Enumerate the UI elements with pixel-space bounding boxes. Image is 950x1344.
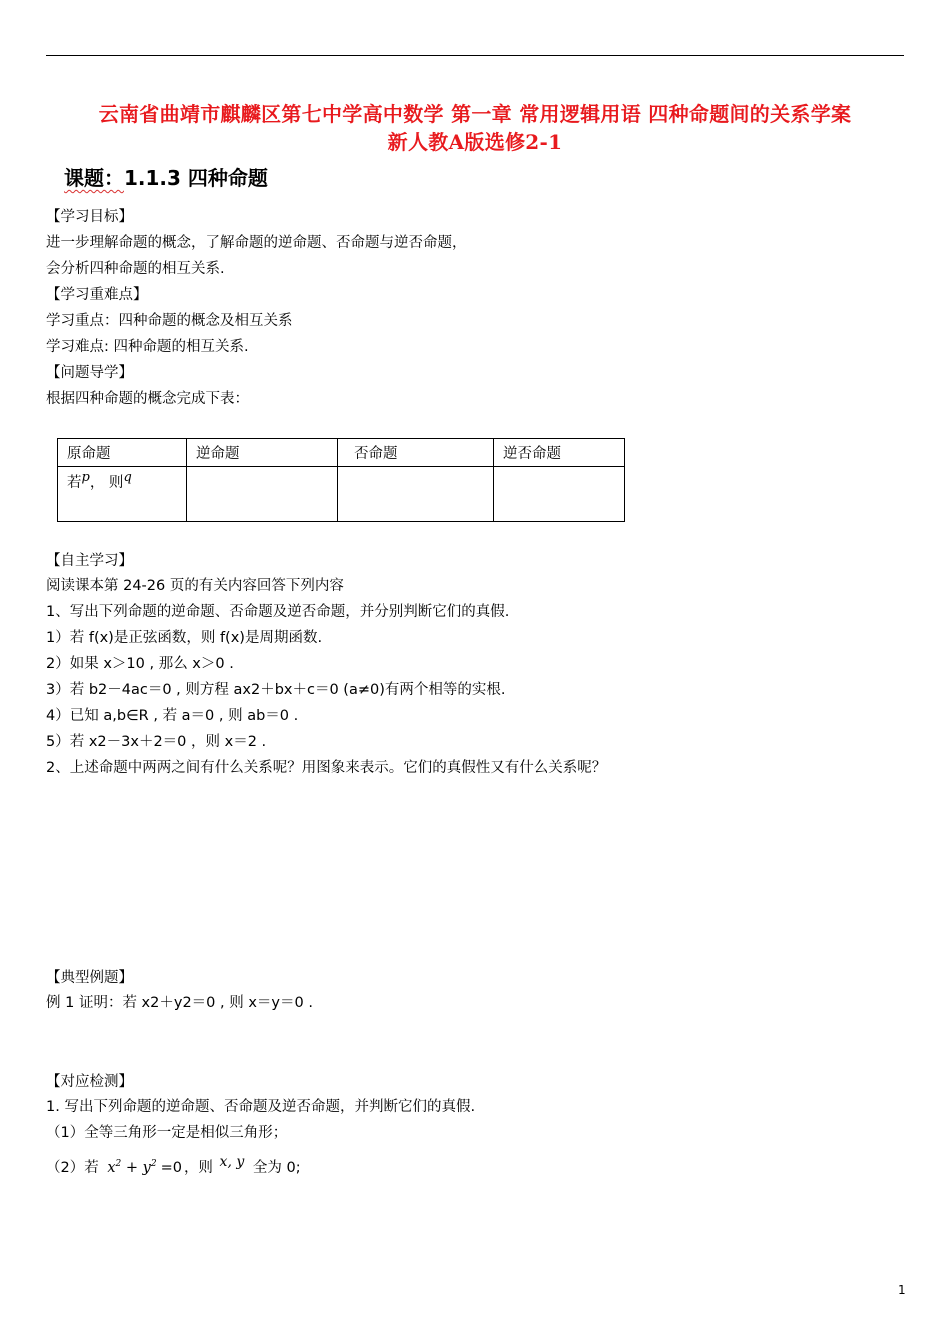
- document-title-line2: 新人教A版选修2-1: [387, 130, 563, 154]
- goals-line1: 进一步理解命题的概念，了解命题的逆命题、否命题与逆否命题，: [46, 235, 467, 251]
- table-header-original: 原命题: [58, 439, 187, 467]
- lesson-title: [64, 162, 268, 191]
- guide-text: 根据四种命题的概念完成下表：: [46, 391, 249, 407]
- self-question2: 2、上述命题中两两之间有什么关系呢？用图象来表示。它们的真假性又有什么关系呢？: [46, 760, 607, 776]
- key-point: 学习重点：四种命题的概念及相互关系: [46, 313, 293, 329]
- math-equals-zero: =0: [160, 1159, 182, 1176]
- self-item-5: 5）若 x2－3x＋2＝0 ，则 x＝2 .: [46, 734, 267, 750]
- lesson-label: 课题：: [64, 166, 124, 190]
- four-propositions-table: [57, 438, 625, 522]
- self-item-1: 1）若 f(x)是正弦函数，则 f(x)是周期函数.: [46, 630, 323, 646]
- var-p: p: [81, 470, 90, 485]
- table-cell-original: [58, 467, 187, 522]
- document-title-line1: 云南省曲靖市麒麟区第七中学高中数学 第一章 常用逻辑用语 四种命题间的关系学案: [98, 102, 852, 126]
- cell-ze: ， 则: [89, 474, 124, 491]
- table-header-converse: 逆命题: [187, 439, 338, 467]
- table-cell-converse[interactable]: [187, 467, 338, 522]
- self-heading: 【自主学习】: [46, 553, 133, 569]
- difficulty: 学习难点: 四种命题的相互关系.: [46, 339, 249, 355]
- check-item2-pre: （2）若: [46, 1159, 99, 1176]
- table-cell-contrapositive[interactable]: [494, 467, 625, 522]
- cell-ruo: 若: [67, 474, 82, 491]
- check-item2-mid: ，则: [183, 1159, 213, 1176]
- check-question1: 1. 写出下列命题的逆命题、否命题及逆否命题，并判断它们的真假.: [46, 1099, 476, 1115]
- example-1: 例 1 证明：若 x2＋y2＝0 , 则 x＝y＝0 .: [46, 995, 313, 1011]
- goals-line2: 会分析四种命题的相互关系.: [46, 261, 225, 277]
- var-q: q: [123, 470, 132, 485]
- check-heading: 【对应检测】: [46, 1074, 133, 1090]
- math-xy: x, y: [219, 1154, 245, 1170]
- self-intro: 阅读课本第 24-26 页的有关内容回答下列内容: [46, 578, 344, 594]
- self-item-3: 3）若 b2－4ac＝0 , 则方程 ax2＋bx＋c＝0 (a≠0)有两个相等的实根.: [46, 682, 506, 698]
- table-header-contrapositive: 逆否命题: [494, 439, 625, 467]
- example-heading: 【典型例题】: [46, 970, 133, 986]
- table-cell-inverse[interactable]: [338, 467, 494, 522]
- page-number: 1: [898, 1283, 906, 1297]
- self-question1: 1、写出下列命题的逆命题、否命题及逆否命题，并分别判断它们的真假.: [46, 604, 510, 620]
- lesson-code: 1.1.3: [124, 166, 181, 190]
- top-rule: [46, 55, 904, 56]
- math-x2-plus-y2: $x^2 + y^2$: [107, 1159, 157, 1176]
- check-item2-post: 全为 0;: [252, 1159, 301, 1176]
- self-item-4: 4）已知 a,b∈R , 若 a＝0 , 则 ab＝0 .: [46, 708, 299, 724]
- table-header-inverse: 否命题: [338, 439, 494, 467]
- guide-heading: 【问题导学】: [46, 365, 133, 381]
- check-item-1: （1）全等三角形一定是相似三角形；: [46, 1125, 288, 1141]
- check-item-2: [46, 1152, 301, 1178]
- lesson-name: 四种命题: [187, 166, 268, 190]
- key-heading: 【学习重难点】: [46, 287, 148, 303]
- self-item-2: 2）如果 x＞10 , 那么 x＞0 .: [46, 656, 234, 672]
- goals-heading: 【学习目标】: [46, 209, 133, 225]
